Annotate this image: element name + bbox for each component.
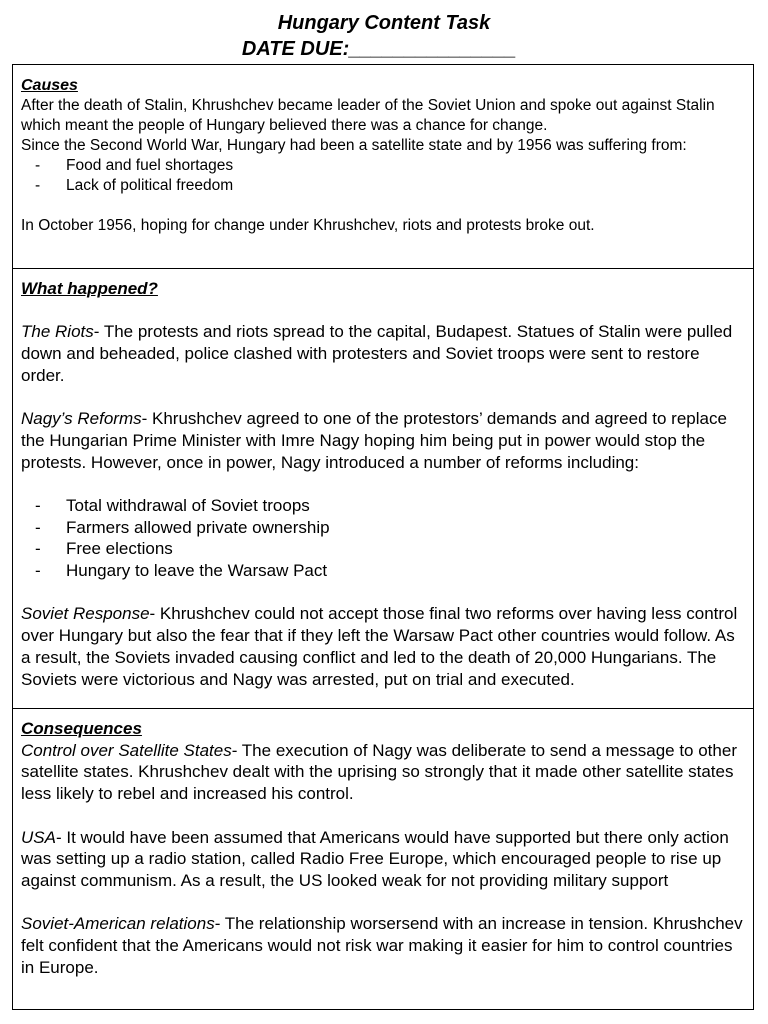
riots-lead: The Riots	[21, 322, 94, 342]
soviet-response-paragraph	[21, 603, 745, 690]
control-lead: Control over Satellite States	[21, 740, 232, 760]
causes-list	[21, 156, 745, 196]
usa-paragraph	[21, 827, 745, 892]
what-happened-heading: What happened?	[21, 279, 158, 298]
causes-paragraph: Since the Second World War, Hungary had been a satellite state and by 1956 was suffering from:	[21, 137, 687, 154]
causes-heading: Causes	[21, 77, 78, 94]
control-text: - The execution of Nagy was deliberate to send a message to other satellite states. Khrushchev dealt with the uprising so strongly that it made other satellite states less likely to rebel and increased his control.	[21, 740, 737, 804]
reforms-text: - Khrushchev agreed to one of the protestors’ demands and agreed to replace the Hungarian Prime Minister with Imre Nagy hoping him being put in power would stop the protests. However, once in power, Nagy introduced a number of reforms including:	[21, 409, 727, 472]
document-header	[0, 10, 768, 62]
riots-paragraph	[21, 321, 745, 386]
reforms-paragraph	[21, 408, 745, 473]
what-happened-section	[12, 268, 754, 709]
consequences-section	[12, 708, 754, 1010]
consequences-heading: Consequences	[21, 719, 142, 738]
causes-paragraph: In October 1956, hoping for change under Khrushchev, riots and protests broke out.	[21, 217, 595, 234]
list-item: - Lack of political freedom	[21, 176, 745, 196]
soviet-response-text: - Khrushchev could not accept those final two reforms over having less control over Hungary but also the fear that if they left the Warsaw Pact other countries would follow. As a result, the Soviets invaded causing conflict and led to the death of 20,000 Hungarians. The Soviets were victorious and Nagy was arrested, put on trial and executed.	[21, 604, 738, 689]
causes-section	[12, 64, 754, 269]
list-item: - Food and fuel shortages	[21, 156, 745, 176]
relations-lead: Soviet-American relations	[21, 914, 215, 934]
list-item: - Farmers allowed private ownership	[21, 517, 745, 539]
riots-text: - The protests and riots spread to the capital, Budapest. Statues of Stalin were pulled down and beheaded, police clashed with protesters and Soviet troops were sent to restore order.	[21, 322, 733, 385]
list-item: - Total withdrawal of Soviet troops	[21, 495, 745, 517]
date-due-line: DATE DUE:_______________	[241, 38, 517, 60]
usa-lead: USA	[21, 827, 56, 847]
list-item: - Hungary to leave the Warsaw Pact	[21, 560, 745, 582]
reforms-list	[21, 495, 745, 582]
reforms-lead: Nagy’s Reforms	[21, 409, 142, 429]
relations-paragraph	[21, 913, 745, 978]
relations-text: - The relationship worsersend with an increase in tension. Khrushchev felt confident that the Americans would not risk war making it easier for him to control countries in Europe.	[21, 914, 743, 977]
list-item: - Free elections	[21, 538, 745, 560]
usa-text: - It would have been assumed that Americans would have supported but there only action was setting up a radio station, called Radio Free Europe, which encouraged people to rise up against communism. As a result, the US looked weak for not providing military support	[21, 827, 729, 890]
causes-paragraph: After the death of Stalin, Khrushchev became leader of the Soviet Union and spoke out against Stalin which meant the people of Hungary believed there was a chance for change.	[21, 97, 715, 134]
soviet-response-lead: Soviet Response	[21, 604, 150, 624]
control-paragraph	[21, 740, 745, 805]
document-title: Hungary Content Task	[277, 12, 491, 34]
